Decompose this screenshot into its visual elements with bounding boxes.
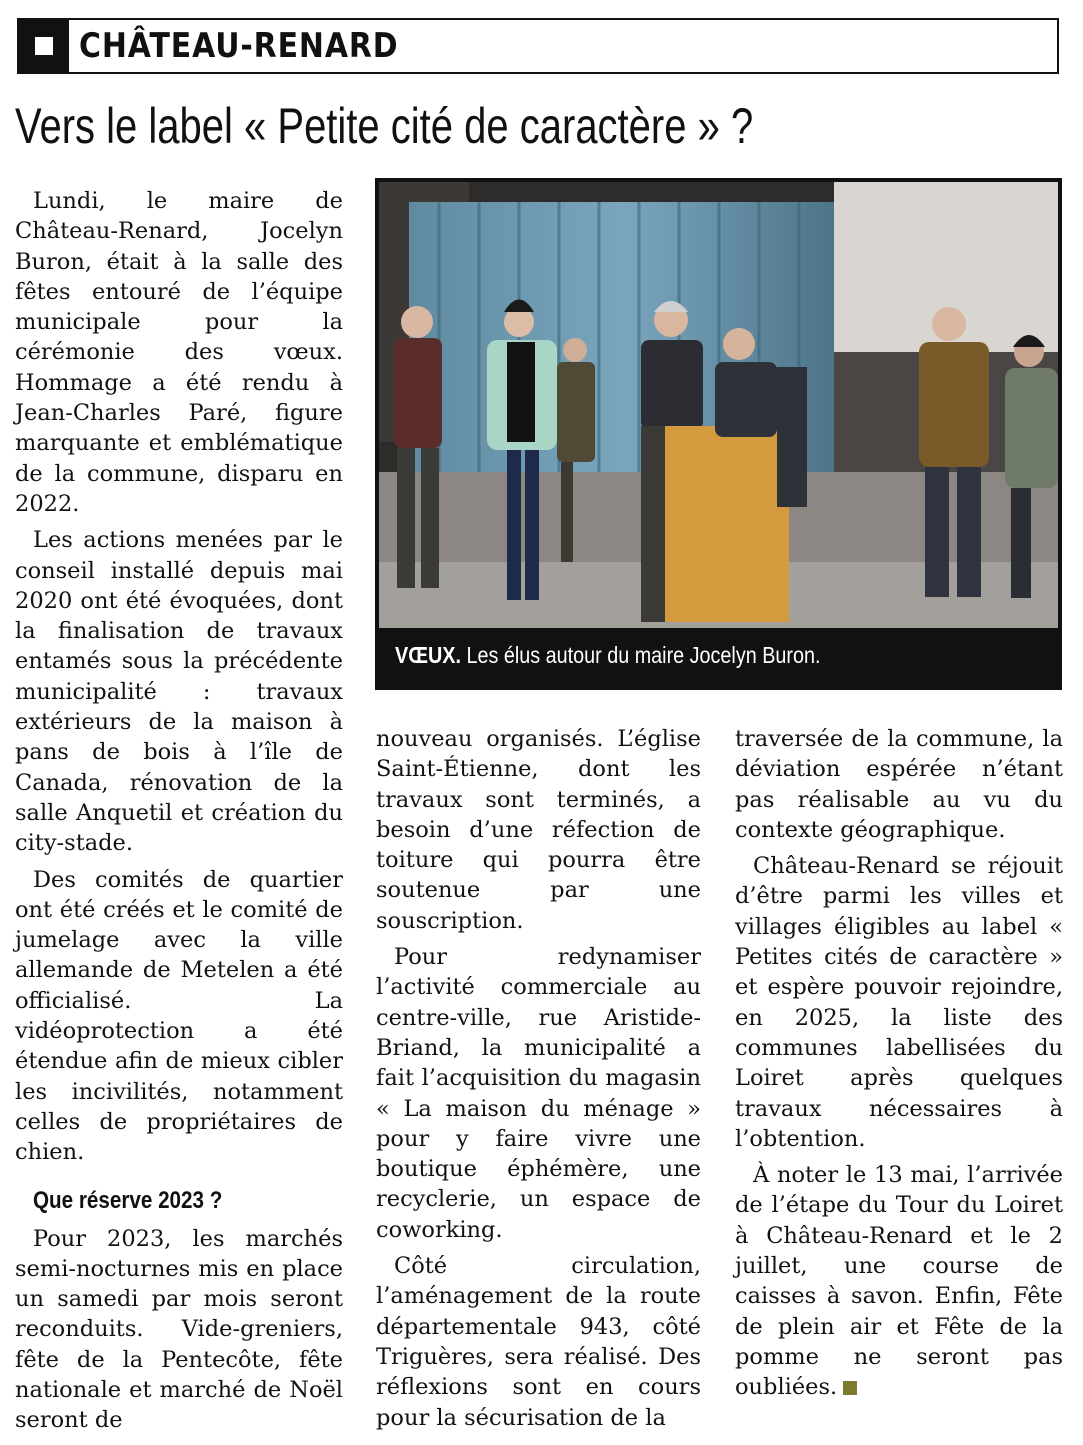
- paragraph: Côté circulation, l’aménagement de la route départementale 943, côté Triguères, sera réalisé. Des réflexions sont en cours pour la sécurisation de la: [376, 1253, 701, 1431]
- section-rubric: [17, 18, 1059, 74]
- paragraph: Pour 2023, les marchés semi-nocturnes mis en place un samedi par mois seront reconduits. Vide-greniers, fête de la Pentecôte, fête nationale et marché de Noël seront de: [15, 1225, 343, 1434]
- rubric-title: CHÂTEAU-RENARD: [79, 26, 399, 66]
- article-column-2: [376, 724, 701, 1433]
- paragraph: traversée de la commune, la déviation espérée n’étant pas réalisable au vu du contexte géographique.: [735, 726, 1063, 843]
- paragraph: Lundi, le maire de Château-Renard, Jocelyn Buron, était à la salle des fêtes entouré de l’équipe municipale pour la cérémonie des vœux. Hommage a été rendu à Jean-Charles Paré, figure marquante et emblématique de la commune, disparu en 2022.: [15, 188, 343, 517]
- article-column-1: [15, 186, 343, 1436]
- paragraph: Des comités de quartier ont été créés et le comité de jumelage avec la ville allemande de Metelen a été officialisé. La vidéoprotection a été étendue afin de mieux cibler les incivilités, notamment celles de propriétaires de chien.: [15, 866, 343, 1166]
- ceremony-photo: [379, 182, 1058, 628]
- paragraph-text: À noter le 13 mai, l’arrivée de l’étape du Tour du Loiret à Château-Renard et le 2 juillet, une course de caisses à savon. Enfin, Fête de plein air et Fête de la pomme ne seront pas oubliées.: [735, 1162, 1063, 1401]
- photo-block: [375, 178, 1062, 690]
- paragraph: Château-Renard se réjouit d’être parmi les villes et villages éligibles au label « Petites cités de caractère » et espère pouvoir rejoindre, en 2025, la liste des communes labellisées du Loiret après quelques travaux nécessaires à l’obtention.: [735, 853, 1063, 1152]
- square-icon: [35, 37, 53, 55]
- end-mark-icon: [843, 1381, 857, 1395]
- article-headline: Vers le label « Petite cité de caractère » ?: [15, 98, 754, 154]
- rubric-marker: [19, 20, 69, 72]
- article-subheading: Que réserve 2023 ?: [33, 1186, 223, 1214]
- article-column-3: [735, 724, 1063, 1403]
- photo-caption: [395, 640, 820, 670]
- paragraph: nouveau organisés. L’église Saint-Étienne, dont les travaux sont terminés, a besoin d’une réfection de toiture qui pourra être soutenue par une souscription.: [376, 726, 701, 934]
- caption-lead: VŒUX.: [395, 642, 461, 668]
- caption-text: Les élus autour du maire Jocelyn Buron.: [466, 642, 821, 668]
- paragraph: Pour redynamiser l’activité commerciale au centre-ville, rue Aristide-Briand, la municipalité a fait l’acquisition du magasin « La maison du ménage » pour y faire vivre une boutique éphémère, une recyclerie, un espace de coworking.: [376, 944, 701, 1243]
- paragraph: Les actions menées par le conseil installé depuis mai 2020 ont été évoquées, dont la finalisation de travaux entamés sous la précédente municipalité : travaux extérieurs de la maison à pans de bois à l’île de Canada, rénovation de la salle Anquetil et création du city-stade.: [15, 527, 343, 857]
- paragraph-final: [735, 1160, 1063, 1402]
